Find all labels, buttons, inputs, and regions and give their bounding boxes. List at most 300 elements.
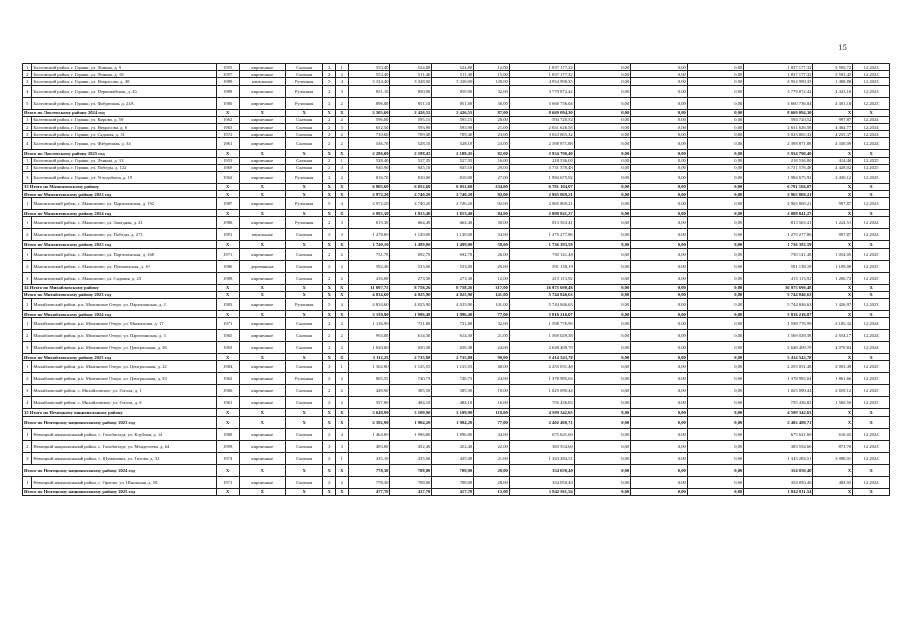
cell-label: Итого по Локтевскому району 2024 год [23,109,217,116]
cell-x1: Х [216,191,239,198]
cell-mat: кирпичные [239,157,285,164]
cell-n: 4 [23,138,32,150]
table-row [23,198,890,210]
table-row [23,299,890,311]
cell-c5: 675 641,60 [744,428,813,440]
cell-en: 4 [336,78,349,85]
table-row [23,248,890,260]
cell-p: 12,00 [474,272,510,284]
table-row [23,397,890,409]
cell-mat: кирпичные [239,361,285,373]
cell-a3: 524,80 [432,64,474,71]
cell-roof: Скатная [285,397,323,409]
cell-addr: Болтовский район, г. Горняк, ул. Победы, д. 122 [32,164,216,171]
cell-u: 1 861,66 [813,373,853,385]
cell-en: 4 [336,428,349,440]
cell-year: 1963 [216,342,239,354]
cell-year: 1971 [216,248,239,260]
cell-a2: 528,10 [390,138,432,150]
cell-c5: 1 598 776,99 [744,318,813,330]
cell-c4: 0,00 [687,210,744,217]
cell-c5: 4 954 990,35 [744,78,813,85]
cell-n: 3 [23,131,32,138]
cell-fl: 2 [323,476,336,488]
cell-label: Итого по Михайловскому району 2025 год [23,354,217,361]
cell-c2: 0,00 [574,191,631,198]
cell-a2: 731,80 [390,318,432,330]
cell-a3: 810,00 [432,171,474,183]
cell-x5: Х [336,409,349,416]
cell-c3: 0,00 [631,385,688,397]
cell-a1: 1 740,10 [348,241,390,248]
cell-c1: 1 837 177,32 [509,64,574,71]
cell-p: 20,00 [474,260,510,272]
cell-roof: Скатная [285,428,323,440]
cell-d: 12.2023 [853,97,890,109]
cell-a1: 592,40 [348,260,390,272]
cell-fl: 2 [323,123,336,130]
cell-d: 12.2024 [853,476,890,488]
cell-a1: 493,80 [348,440,390,452]
cell-c5: 2 965 869,21 [744,198,813,210]
cell-u: 4 441,16 [813,85,853,97]
cell-a1: 851,10 [348,85,390,97]
cell-n: 2 [23,164,32,171]
cell-c3: 0,00 [631,131,688,138]
cell-a3: 2 740,20 [432,191,474,198]
cell-x5: Х [336,210,349,217]
cell-c4: 0,00 [687,311,744,318]
cell-year: 1961 [216,138,239,150]
cell-en: 2 [336,373,349,385]
cell-a3: 845,10 [432,164,474,171]
cell-x2: Х [239,354,285,361]
cell-a3: 692,70 [432,248,474,260]
cell-x2: Х [239,210,285,217]
cell-d: 12.2024 [853,229,890,241]
cell-c2: 0,00 [574,361,631,373]
cell-c3: 0,00 [631,217,688,229]
cell-x2: Х [239,241,285,248]
cell-label: Итого по Михайловскому району 2023 год [23,291,217,298]
cell-a2: 593,90 [390,123,432,130]
cell-a1: 2 505,60 [348,109,390,116]
cell-c2: 0,00 [574,198,631,210]
cell-a3: 851,00 [432,97,474,109]
cell-d: Х [853,311,890,318]
cell-c1: 591 138,19 [509,260,574,272]
cell-c4: 0,00 [687,318,744,330]
cell-fl: 2 [323,164,336,171]
cell-mat: кирпичные [239,171,285,183]
table-row [23,78,890,85]
cell-c3: 0,00 [631,464,688,476]
cell-c2: 0,00 [574,131,631,138]
cell-c3: 0,00 [631,397,688,409]
cell-en: 2 [336,272,349,284]
cell-u: Х [813,464,853,476]
cell-a3: 709,40 [432,131,474,138]
cell-u: Х [813,191,853,198]
cell-d: Х [853,284,890,291]
cell-addr: Михайловский район, с. Михайловское, ул. Гоголя, д. 1 [32,385,216,397]
cell-x5: Х [336,191,349,198]
cell-n: 1 [23,248,32,260]
cell-a3: 6 052,60 [432,183,474,190]
cell-year: 1980 [216,97,239,109]
cell-n: 2 [23,373,32,385]
cell-a2: 708,00 [390,464,432,476]
cell-n: 3 [23,452,32,464]
cell-a2: 527,35 [390,157,432,164]
cell-year: 1971 [216,476,239,488]
cell-c5: 2 965 869,21 [744,191,813,198]
subtotal-row [23,241,890,248]
cell-x1: Х [216,291,239,298]
cell-addr: Михайловский район, р.п. Малиновое Озеро, ул. Партизанская, д. 3 [32,330,216,342]
cell-n: 2 [23,123,32,130]
cell-c3: 0,00 [631,85,688,97]
cell-p: 84,00 [474,210,510,217]
cell-x3: Х [285,409,323,416]
cell-addr: Михайловский район, р.п. Малиновое Озеро, ул. Центральная, д. 33 [32,373,216,385]
cell-year: 1965 [216,330,239,342]
cell-u: 2 185,32 [813,318,853,330]
cell-p: 15,00 [474,71,510,78]
table-row [23,85,890,97]
cell-d: 12.2025 [853,272,890,284]
cell-d: 12.2023 [853,428,890,440]
cell-u: 4 070,84 [813,342,853,354]
cell-n: 1 [23,217,32,229]
table-row [23,217,890,229]
table-row [23,342,890,354]
cell-d: Х [853,291,890,298]
cell-a2: 2 740,20 [390,198,432,210]
cell-p: 23,00 [474,131,510,138]
cell-a1: 4 834,60 [348,299,390,311]
cell-d: 12.2023 [853,85,890,97]
cell-c4: 0,00 [687,440,744,452]
cell-c1: 1 275 277,86 [509,229,574,241]
cell-c5: 415 113,92 [744,272,813,284]
cell-p: 23,00 [474,138,510,150]
cell-c2: 0,00 [574,150,631,157]
cell-a2: 740,73 [390,373,432,385]
cell-fl: 5 [323,198,336,210]
cell-p: 77,00 [474,416,510,428]
cell-c5: 1 343 284,51 [744,452,813,464]
cell-p: 118,00 [474,409,510,416]
cell-c5: 3 023 865,32 [744,131,813,138]
cell-a1: 815,30 [348,217,390,229]
cell-c4: 0,00 [687,116,744,123]
cell-c1: 594 720,52 [509,116,574,123]
cell-fl: 2 [323,157,336,164]
cell-x2: Х [239,311,285,318]
table-row [23,171,890,183]
cell-c4: 0,00 [687,198,744,210]
cell-addr: Болтовский район, г. Горняк, ул. Кирова, д. 59 [32,116,216,123]
cell-en: 3 [336,85,349,97]
cell-c2: 0,00 [574,64,631,71]
cell-a3: 1 149,00 [432,229,474,241]
cell-a3: 435,00 [432,452,474,464]
cell-p: 21,00 [474,123,510,130]
cell-c1: 5 816 216,07 [509,311,574,318]
cell-c2: 0,00 [574,241,631,248]
cell-u: 1 206,73 [813,272,853,284]
cell-addr: Мамонтовский район, с. Мамонтово, ул. Западная, д. 41 [32,217,216,229]
cell-a1: 6 805,60 [348,183,390,190]
cell-u: 4 464,77 [813,123,853,130]
cell-x2: Х [239,183,285,190]
cell-c1: 2 965 869,21 [509,191,574,198]
table-row [23,97,890,109]
cell-c5: 1 842 811,54 [744,488,813,495]
cell-x1: Х [216,109,239,116]
cell-c5: 218 536,00 [744,157,813,164]
cell-fl: 2 [323,272,336,284]
cell-mat: кирпичные [239,138,285,150]
cell-a3: 1 096,80 [432,428,474,440]
cell-c2: 0,00 [574,116,631,123]
cell-en: 2 [336,71,349,78]
cell-fl: 2 [323,97,336,109]
cell-en: 3 [336,440,349,452]
cell-d: 12.2024 [853,116,890,123]
cell-p: 234,00 [474,183,510,190]
cell-p: 317,00 [474,284,510,291]
cell-roof: Скатная [285,229,323,241]
cell-a2: 1 149,00 [390,229,432,241]
cell-en: 3 [336,123,349,130]
cell-mat: кирпичные [239,64,285,71]
cell-c1: 5 744 846,63 [509,291,574,298]
cell-u: 1 488,88 [813,78,853,85]
table-row [23,64,890,71]
cell-c1: 1 837 177,32 [509,71,574,78]
cell-c1: 1 842 811,54 [509,488,574,495]
cell-roof: Рулонная [285,171,323,183]
cell-a3: 385,50 [432,385,474,397]
cell-u: 1 109,08 [813,260,853,272]
cell-c5: 2 255 031,48 [744,361,813,373]
cell-c3: 0,00 [631,452,688,464]
cell-c5: 354 050,40 [744,464,813,476]
cell-c4: 0,00 [687,150,744,157]
cell-c2: 0,00 [574,272,631,284]
cell-x5: Х [336,354,349,361]
cell-c4: 0,00 [687,428,744,440]
cell-a1: 477,70 [348,488,390,495]
cell-a3: 273,30 [432,272,474,284]
cell-p: 82,00 [474,150,510,157]
cell-a3: 8 758,26 [432,284,474,291]
cell-c5: 5 816 216,07 [744,311,813,318]
cell-a1: 1 136,90 [348,318,390,330]
cell-c3: 0,00 [631,116,688,123]
cell-mat: кирпичные [239,248,285,260]
cell-addr: Болтовский район, г. Горняк, ул. Ленина, д. 9 [32,64,216,71]
cell-u: 4 255,37 [813,131,853,138]
cell-en: 2 [336,248,349,260]
cell-c5: 1 275 277,86 [744,229,813,241]
cell-en: 1 [336,452,349,464]
cell-label: Итого по Локтевскому району 2025 год [23,150,217,157]
cell-c2: 0,00 [574,330,631,342]
cell-x5: Х [336,150,349,157]
cell-d: Х [853,409,890,416]
cell-c5: 813 563,41 [744,217,813,229]
cell-n: 1 [23,476,32,488]
cell-n: 1 [23,299,32,311]
cell-c1: 2 402 480,71 [509,416,574,428]
cell-a1: 435,10 [348,452,390,464]
cell-a2: 8 758,26 [390,284,432,291]
cell-c5: 1 025 090,44 [744,385,813,397]
cell-c4: 0,00 [687,373,744,385]
cell-c3: 0,00 [631,284,688,291]
cell-c2: 0,00 [574,260,631,272]
cell-c5: 2 402 480,71 [744,416,813,428]
cell-x1: Х [216,210,239,217]
cell-c3: 0,00 [631,488,688,495]
cell-n: 1 [23,318,32,330]
cell-c1: 1 736 393,59 [509,241,574,248]
cell-a2: 845,10 [390,164,432,171]
cell-roof: Скатная [285,248,323,260]
cell-c1: 2 965 869,21 [509,198,574,210]
cell-c3: 0,00 [631,183,688,190]
cell-d: Х [853,354,890,361]
cell-x4: Х [323,488,336,495]
cell-c2: 0,00 [574,354,631,361]
cell-c3: 0,00 [631,157,688,164]
cell-en: 1 [336,64,349,71]
cell-u: 997,87 [813,116,853,123]
cell-c3: 0,00 [631,416,688,428]
cell-a3: 417,70 [432,488,474,495]
cell-p: 19,00 [474,385,510,397]
cell-x5: Х [336,311,349,318]
cell-fl: 5 [323,78,336,85]
cell-mat: кирпичные [239,330,285,342]
cell-fl: 3 [323,361,336,373]
subtotal-row [23,191,890,198]
cell-u: Х [813,311,853,318]
cell-c3: 0,00 [631,123,688,130]
cell-en: 3 [336,217,349,229]
cell-x3: Х [285,416,323,428]
cell-x1: Х [216,416,239,428]
cell-roof: Скатная [285,476,323,488]
cell-year: 1962 [216,373,239,385]
cell-year: 1962 [216,171,239,183]
cell-c1: 6 791 104,07 [509,183,574,190]
cell-d: Х [853,488,890,495]
cell-c3: 0,00 [631,476,688,488]
cell-roof: Скатная [285,385,323,397]
cell-u: Х [813,409,853,416]
cell-c3: 0,00 [631,330,688,342]
cell-d: 12.2025 [853,248,890,260]
cell-addr: Мамонтовский район, с. Мамонтово, ул. Пушкинская, д. 10 [32,260,216,272]
cell-c3: 0,00 [631,109,688,116]
cell-a1: 3 112,25 [348,354,390,361]
cell-mat: кирпичные [239,299,285,311]
cell-p: 21,00 [474,452,510,464]
cell-c5: 2 398 871,88 [744,138,813,150]
cell-c2: 0,00 [574,97,631,109]
cell-fl: 5 [323,299,336,311]
cell-c4: 0,00 [687,272,744,284]
cell-addr: Болтовский район, г. Горняк, ул. Некрасова, д. 48 [32,78,216,85]
table-row [23,452,890,464]
cell-p: 58,00 [474,241,510,248]
cell-u: 484,93 [813,476,853,488]
cell-roof: Скатная [285,330,323,342]
cell-x3: Х [285,464,323,476]
cell-addr: Немецкий национальный район, с. Орлово, ул. Школьная, д. 58 [32,476,216,488]
table-row [23,373,890,385]
cell-p: 29,00 [474,164,510,171]
cell-c3: 0,00 [631,272,688,284]
cell-x4: Х [323,150,336,157]
cell-c4: 0,00 [687,171,744,183]
cell-mat: кирпичные [239,164,285,171]
cell-mat: кирпичные [239,85,285,97]
cell-c5: 730 141,48 [744,248,813,260]
cell-roof: Скатная [285,318,323,330]
table-row [23,318,890,330]
cell-en: 2 [336,260,349,272]
cell-u: Х [813,183,853,190]
cell-fl: 2 [323,385,336,397]
cell-c4: 0,00 [687,284,744,291]
cell-d: Х [853,241,890,248]
cell-a3: 452,40 [432,440,474,452]
cell-fl: 2 [323,330,336,342]
cell-n: 1 [23,64,32,71]
cell-c4: 0,00 [687,157,744,164]
cell-roof: Рулонная [285,299,323,311]
cell-x2: Х [239,416,285,428]
cell-year: 1960 [216,385,239,397]
cell-a2: 1 096,80 [390,428,432,440]
cell-d: Х [853,183,890,190]
cell-a2: 709,40 [390,131,432,138]
cell-x4: Х [323,416,336,428]
cell-mat: кирпичные [239,373,285,385]
cell-p: 141,00 [474,291,510,298]
housing-repair-table [22,63,890,496]
cell-c4: 0,00 [687,138,744,150]
cell-c1: 2 651 626,58 [509,123,574,130]
cell-a2: 1 984,20 [390,416,432,428]
cell-c3: 0,00 [631,97,688,109]
cell-c4: 0,00 [687,361,744,373]
cell-en: 3 [336,229,349,241]
cell-c5: 5 744 846,63 [744,299,813,311]
cell-a3: 2 735,88 [432,354,474,361]
cell-x5: Х [336,464,349,476]
table-row [23,476,890,488]
subtotal-row [23,416,890,428]
cell-en: 2 [336,138,349,150]
cell-x4: Х [323,183,336,190]
cell-a3: 484,10 [432,397,474,409]
